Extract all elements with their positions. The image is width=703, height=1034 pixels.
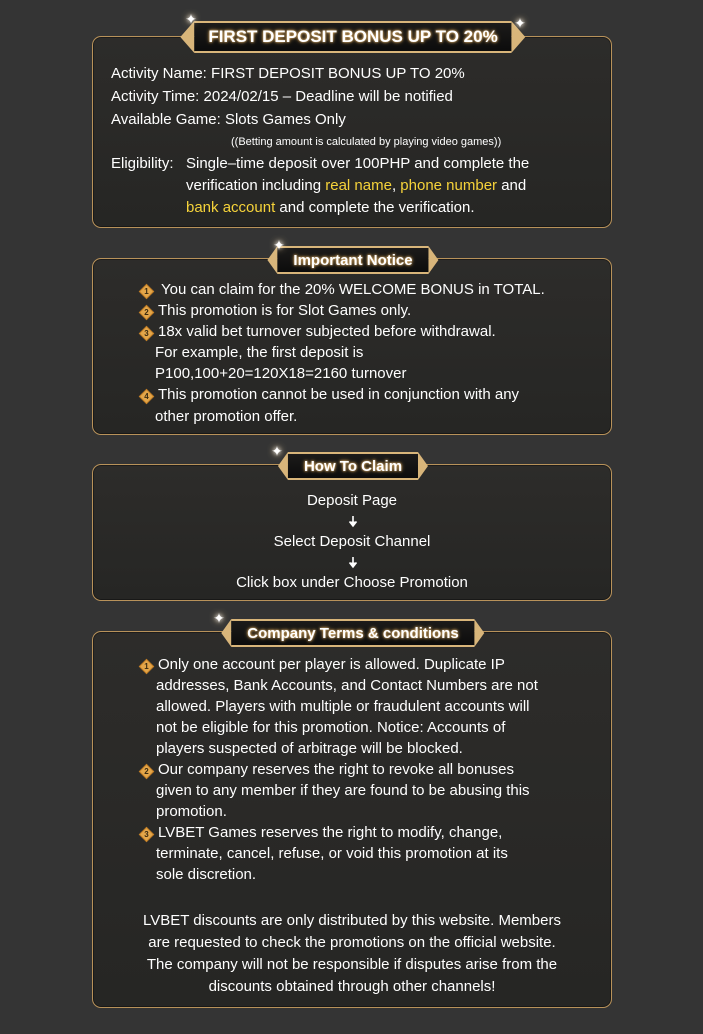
sparkle-icon: ✦: [213, 610, 225, 626]
notice-item-4: [141, 384, 519, 405]
terms-panel: [92, 610, 612, 1008]
claim-step-1: Deposit Page: [306, 492, 398, 509]
terms-title: Company Terms & conditions: [231, 619, 474, 647]
sparkle-icon: ✦: [185, 11, 197, 27]
notice-item-text: This promotion is for Slot Games only.: [158, 302, 412, 319]
terms-item-1-line-5: players suspected of arbitrage will be blocked.: [156, 740, 463, 757]
claim-title: How To Claim: [288, 452, 418, 480]
notice-title-ribbon: [267, 243, 438, 277]
terms-item-1-line-4: not be eligible for this promotion. Notice: Accounts of: [156, 719, 506, 736]
claim-panel: [92, 443, 612, 601]
highlight-phone-number: phone number: [400, 177, 498, 194]
diamond-number-bullet-icon: 1: [139, 659, 155, 675]
claim-title-ribbon: [278, 449, 428, 483]
terms-title-ribbon: [221, 616, 484, 650]
terms-footer-line-4: discounts obtained through other channels!: [208, 978, 496, 995]
eligibility-label: Eligibility:: [111, 155, 174, 172]
eligibility-comma: ,: [391, 177, 401, 194]
notice-item-3-line-3: P100,100+20=120X18=2160 turnover: [155, 365, 407, 382]
diamond-number-bullet-icon: 2: [139, 764, 155, 780]
arrow-down-icon: [348, 516, 358, 528]
terms-item-2-line-3: promotion.: [156, 803, 227, 820]
sparkle-icon: ✦: [271, 443, 283, 459]
highlight-real-name: real name: [325, 177, 392, 194]
claim-step-2: Select Deposit Channel: [273, 533, 431, 550]
available-game-value: Slots Games Only: [224, 111, 346, 128]
sparkle-icon: ✦: [514, 15, 526, 31]
activity-time-row: [111, 86, 453, 107]
notice-item-2: [141, 300, 411, 321]
terms-item-3-line-2: terminate, cancel, refuse, or void this promotion at its: [156, 845, 508, 862]
notice-item-4-line-2: other promotion offer.: [155, 408, 298, 425]
terms-item-1-line-2: addresses, Bank Accounts, and Contact Numbers are not: [156, 677, 538, 694]
terms-item-2-line-2: given to any member if they are found to be abusing this: [156, 782, 530, 799]
eligibility-line-3: [186, 197, 475, 218]
notice-item-3-line-2: For example, the first deposit is: [155, 344, 364, 361]
notice-item-1: [141, 279, 545, 300]
notice-title: Important Notice: [277, 246, 428, 274]
diamond-number-bullet-icon: 3: [139, 827, 155, 843]
notice-item-text: This promotion cannot be used in conjunction with any: [158, 386, 520, 403]
betting-note: ((Betting amount is calculated by playing video games)): [231, 136, 502, 148]
terms-item-1-line-3: allowed. Players with multiple or fraudulent accounts will: [156, 698, 530, 715]
terms-item-3: [141, 822, 502, 843]
notice-item-3: [141, 321, 496, 342]
terms-footer-line-1: LVBET discounts are only distributed by this website. Members: [143, 912, 561, 929]
terms-item-2: [141, 759, 514, 780]
eligibility-and: and: [497, 177, 527, 194]
terms-item-1: [141, 654, 505, 675]
available-game-row: [111, 109, 346, 130]
diamond-number-bullet-icon: 2: [139, 305, 155, 321]
activity-time-value: 2024/02/15 – Deadline will be notified: [203, 88, 453, 105]
diamond-number-bullet-icon: 3: [139, 326, 155, 342]
bonus-title: FIRST DEPOSIT BONUS UP TO 20%: [194, 21, 511, 53]
bonus-panel: [92, 11, 612, 228]
diamond-number-bullet-icon: 4: [139, 389, 155, 405]
activity-name-label: Activity Name:: [111, 65, 207, 82]
bonus-title-ribbon: [180, 20, 525, 54]
notice-panel: [92, 237, 612, 435]
eligibility-text-end: and complete the verification.: [275, 199, 475, 216]
claim-step-3: Click box under Choose Promotion: [236, 574, 468, 591]
terms-item-text: Our company reserves the right to revoke all bonuses: [158, 761, 515, 778]
eligibility-line-2: [186, 175, 526, 196]
activity-time-label: Activity Time:: [111, 88, 200, 105]
diamond-number-bullet-icon: 1: [139, 284, 155, 300]
arrow-down-icon: [348, 557, 358, 569]
terms-footer-line-2: are requested to check the promotions on the official website.: [148, 934, 556, 951]
activity-name-row: [111, 63, 465, 84]
eligibility-text: verification including: [186, 177, 326, 194]
notice-item-text: 18x valid bet turnover subjected before withdrawal.: [158, 323, 496, 340]
terms-footer-line-3: The company will not be responsible if disputes arise from the: [146, 956, 558, 973]
terms-item-3-line-3: sole discretion.: [156, 866, 257, 883]
highlight-bank-account: bank account: [186, 199, 276, 216]
available-game-label: Available Game:: [111, 111, 221, 128]
terms-item-text: Only one account per player is allowed. Duplicate IP: [158, 656, 505, 673]
eligibility-line-1: Single–time deposit over 100PHP and complete the: [186, 155, 530, 172]
sparkle-icon: ✦: [273, 237, 285, 253]
activity-name-value: FIRST DEPOSIT BONUS UP TO 20%: [211, 65, 465, 82]
notice-item-text: You can claim for the 20% WELCOME BONUS in TOTAL.: [161, 281, 545, 298]
terms-item-text: LVBET Games reserves the right to modify, change,: [158, 824, 503, 841]
